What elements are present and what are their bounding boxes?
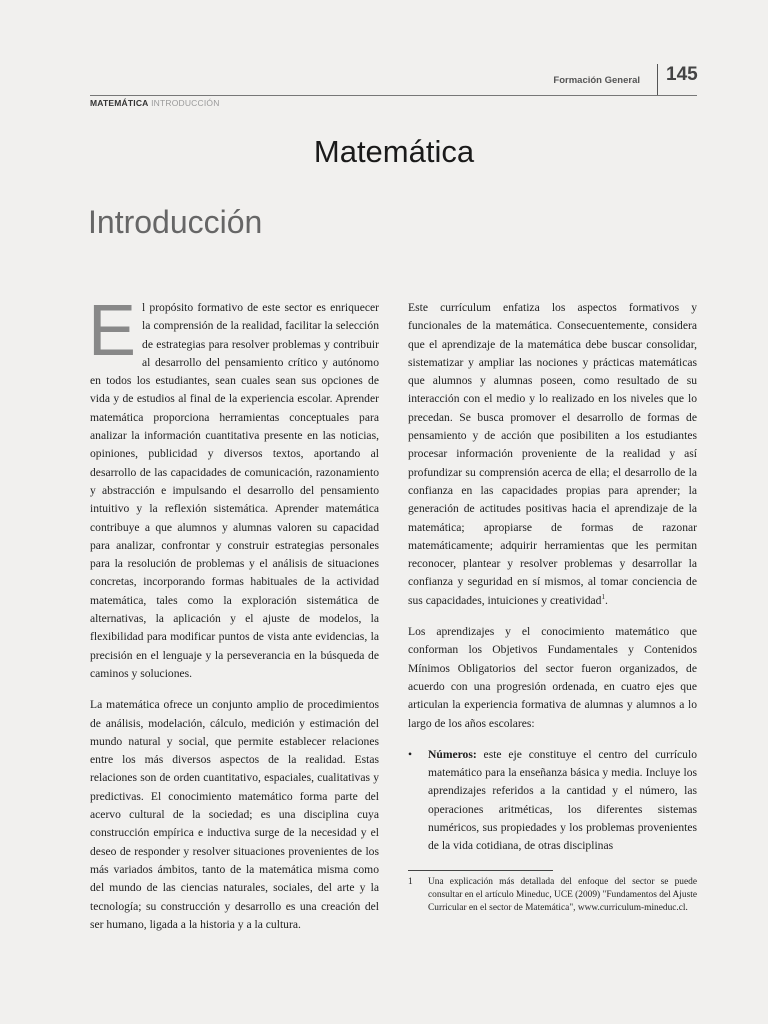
breadcrumb-main: MATEMÁTICA [90,98,149,108]
right-paragraph-1 [408,299,697,610]
drop-cap: E [88,291,137,371]
right-column [408,299,697,856]
axes-list [408,746,697,856]
footnote-number: 1 [408,877,413,887]
left-column [88,291,379,947]
left-paragraph-1 [88,291,379,683]
right-paragraph-1-end: . [604,593,608,607]
breadcrumb [90,98,220,108]
bullet-term: Números: [428,747,477,761]
page-number: 145 [666,64,698,85]
bullet-icon: • [408,747,413,761]
footnote-rule [408,870,553,871]
header-divider [657,64,658,96]
left-paragraph-1-text: l propósito formativo de este sector es enriquecer la comprensión de la realidad, facilitar la selección de estrategias para resolver problemas y contribuir al desarrollo del pensamiento crítico y autónomo en todos los estudiantes, sean cuales sean sus opciones de vida y de estudios al final de la experiencia escolar. Aprender matemática proporciona herramientas conceptuales para analizar la información cuantitativa presente en las noticias, opiniones, publicidad y diversos textos, aportando al desarrollo de las capacidades de comunicación, razonamiento y abstracción e impulsando el desarrollo del pensamiento intuitivo y la reflexión sistemática. Aprender matemática contribuye a que alumnos y alumnas valoren su capacidad para analizar, confrontar y construir estrategias personales para la resolución de problemas y el análisis de situaciones concretas, incorporando formas habituales de la actividad matemática, tales como la exploración sistemática de alternativas, la aplicación y el ajuste de modelos, la flexibilidad para modificar puntos de vista ante evidencias, la precisión en el lenguaje y la perseverancia en la búsqueda de caminos y soluciones. [90,301,379,680]
right-paragraph-2: Los aprendizajes y el conocimiento matemático que conforman los Objetivos Fundamentales y Contenidos Mínimos Obligatorios del sector fueron organizados, de acuerdo con una progresión ordenada, en cuatro ejes que articulan la experiencia formativa de alumnas y alumnos a lo largo de los años escolares: [408,625,697,730]
right-paragraph-1-text: Este currículum enfatiza los aspectos formativos y funcionales de la matemática. Consecuentemente, considera que el aprendizaje de la matemática debe buscar consolidar, sistematizar y ampliar las nociones y prácticas matemáticas que alumnos y alumnas poseen, como resultado de su interacción con el medio y lo realizado en los niveles que lo precedan. Se busca promover el desarrollo de formas de pensamiento y de acción que posibiliten a los estudiantes procesar información proveniente de la realidad y así profundizar su comprensión acerca de ella; el desarrollo de la confianza en las capacidades propias para aprender; la generación de actitudes positivas hacia el aprendizaje de la matemática; apropiarse de formas de razonar matemáticamente; adquirir herramientas que les permitan reconocer, plantear y resolver problemas y desarrollar la confianza y seguridad en sí mismos, al tomar conciencia de sus capacidades, intuiciones y creatividad [408,301,697,607]
footnote-text: Una explicación más detallada del enfoque del sector se puede consultar en el artículo Mineduc, UCE (2009) "Fundamentos del Ajuste Curricular en el sector de Matemática", www.curriculum-mineduc.cl. [428,877,697,913]
section-heading: Introducción [88,204,263,240]
footnote [408,876,697,915]
bullet-text: este eje constituye el centro del currículo matemático para la enseñanza básica y media. Incluye los aprendizajes referidos a la cantidad y el número, las operaciones aritméticas, los diferentes sistemas numéricos, sus propiedades y los problemas provenientes de la vida cotidiana, de otras disciplinas [428,747,697,853]
left-paragraph-2: La matemática ofrece un conjunto amplio de procedimientos de análisis, modelación, cálculo, medición y estimación del mundo natural y social, que permite establecer relaciones entre los más diversos aspectos de la realidad. Estas relaciones son de orden cuantitativo, espaciales, cualitativas y predictivas. El conocimiento matemático forma parte del acervo cultural de la sociedad; es una disciplina cuya construcción empírica e inductiva surge de la necesidad y el deseo de responder y resolver situaciones provenientes de los más variados ámbitos, tanto de la matemática misma como del mundo de las ciencias naturales, sociales, del arte y la tecnología; su construcción y desarrollo es una creación del ser humano, ligada a la historia y a la cultura. [90,698,379,931]
list-item [408,746,697,856]
running-header-section: Formación General [553,75,640,86]
page-title: Matemática [313,134,475,169]
footnote-reference[interactable]: 1 [601,592,605,601]
breadcrumb-sub: INTRODUCCIÓN [151,98,220,108]
header-rule [90,95,697,96]
